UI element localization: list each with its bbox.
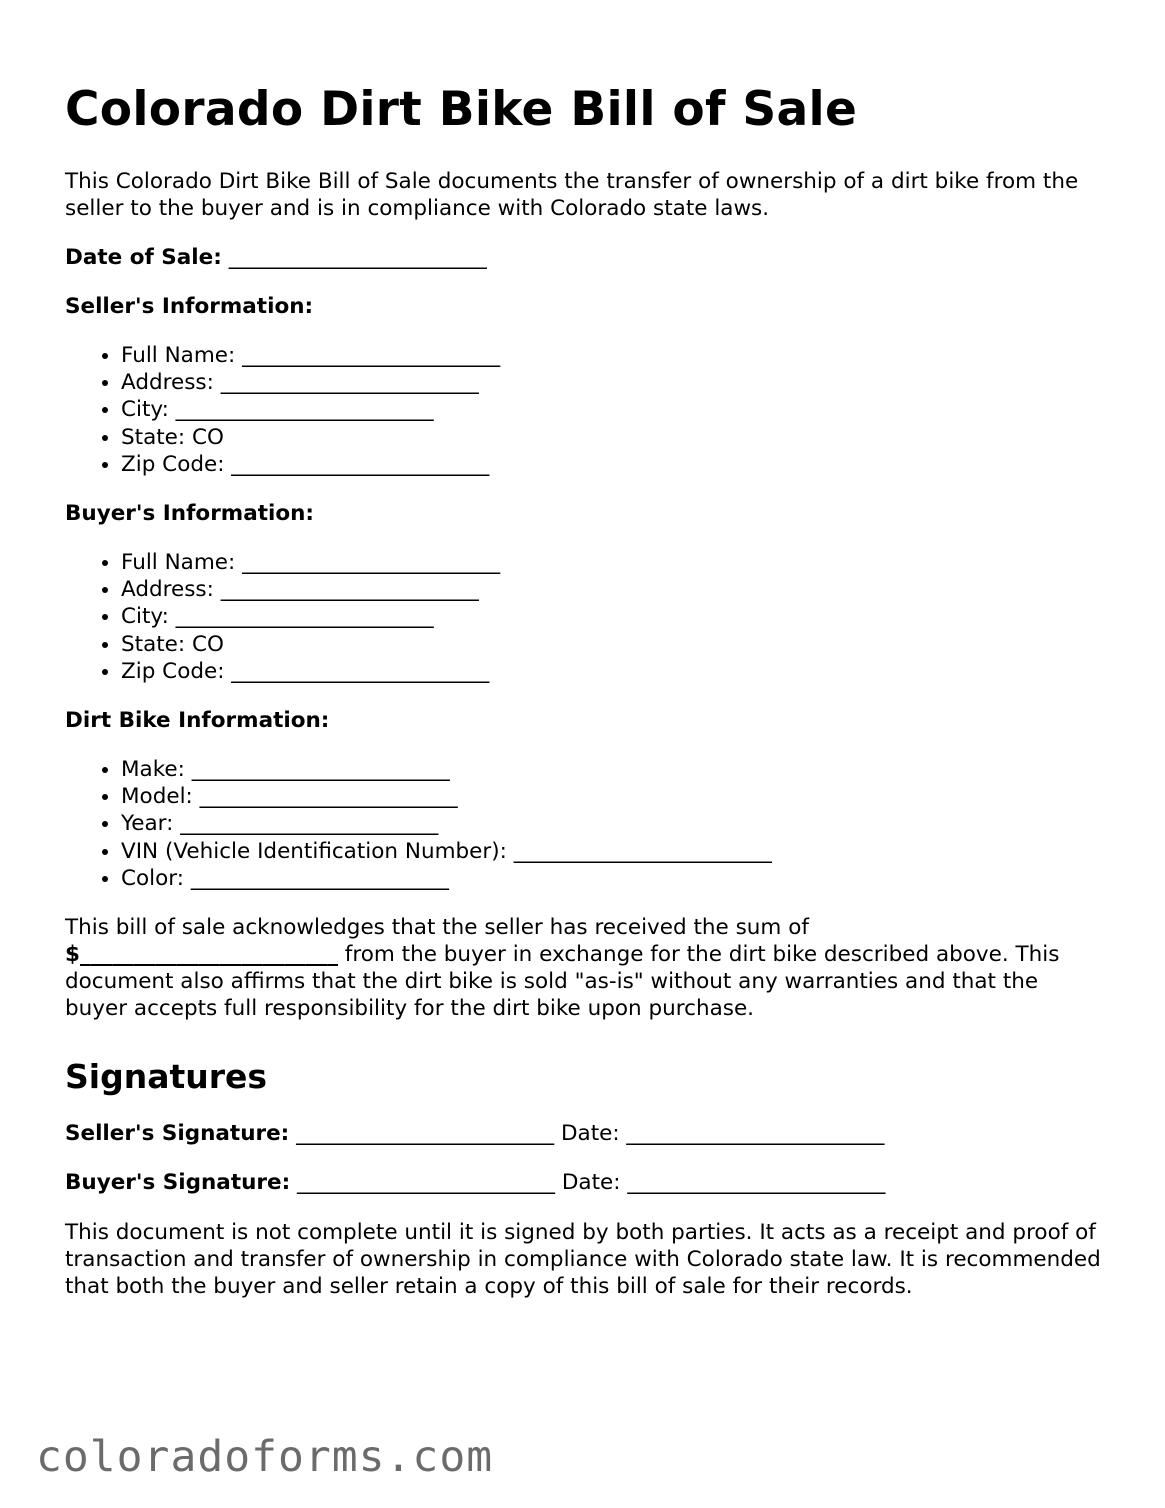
seller-state-field: • State: CO [121, 424, 1105, 451]
buyer-state-field: • State: CO [121, 631, 1105, 658]
bike-info-heading: Dirt Bike Information: [65, 708, 330, 734]
payment-amount-blank[interactable]: $________________________ [65, 942, 338, 968]
payment-text-after: from the buyer in exchange for the dirt bike described above. This document also affirms that the dirt bike is sold "as-is" without any warranties and that the buyer accepts full responsibility for the dirt bike upon purchase. [65, 942, 1060, 1022]
seller-info-list [65, 342, 1105, 478]
document-page [65, 78, 1105, 1300]
date-of-sale-label: Date of Sale: [65, 245, 222, 270]
bike-color-field[interactable]: • Color: ________________________ [121, 865, 1105, 892]
signatures-heading: Signatures [65, 1057, 268, 1097]
seller-address-field[interactable]: • Address: ________________________ [121, 369, 1105, 396]
payment-paragraph [65, 914, 1105, 1022]
document-title: Colorado Dirt Bike Bill of Sale [65, 82, 858, 137]
buyer-signature-blank[interactable]: ________________________ [297, 1170, 556, 1196]
buyer-address-field[interactable]: • Address: ________________________ [121, 576, 1105, 603]
buyer-signature-line [65, 1169, 1105, 1196]
bike-info-list [65, 756, 1105, 892]
buyer-city-field[interactable]: • City: ________________________ [121, 603, 1105, 630]
date-of-sale-line [65, 244, 1105, 271]
intro-paragraph: This Colorado Dirt Bike Bill of Sale documents the transfer of ownership of a dirt bike from the seller to the buyer and is in compliance with Colorado state laws. [65, 169, 1079, 221]
bike-year-field[interactable]: • Year: ________________________ [121, 810, 1105, 837]
seller-signature-blank[interactable]: ________________________ [296, 1121, 555, 1147]
bike-model-field[interactable]: • Model: ________________________ [121, 783, 1105, 810]
buyer-zip-field[interactable]: • Zip Code: ________________________ [121, 658, 1105, 685]
buyer-info-heading: Buyer's Information: [65, 501, 315, 527]
seller-city-field[interactable]: • City: ________________________ [121, 396, 1105, 423]
site-watermark: coloradoforms.com [36, 1432, 494, 1482]
seller-signature-label: Seller's Signature: [65, 1121, 290, 1147]
buyer-signature-date[interactable]: Date: ________________________ [561, 1170, 886, 1196]
seller-full-name-field[interactable]: • Full Name: ________________________ [121, 342, 1105, 369]
payment-text-before: This bill of sale acknowledges that the seller has received the sum of [65, 915, 809, 941]
bike-vin-field[interactable]: • VIN (Vehicle Identification Number): ________________________ [121, 838, 1105, 865]
closing-paragraph: This document is not complete until it is signed by both parties. It acts as a receipt and proof of transaction and transfer of ownership in compliance with Colorado state law. It is recommended that both the buyer and seller retain a copy of this bill of sale for their records. [65, 1220, 1101, 1300]
date-of-sale-blank[interactable]: ________________________ [228, 245, 487, 270]
seller-info-heading: Seller's Information: [65, 294, 314, 319]
buyer-signature-label: Buyer's Signature: [65, 1170, 291, 1196]
seller-signature-date[interactable]: Date: ________________________ [560, 1121, 885, 1147]
buyer-info-list [65, 549, 1105, 685]
buyer-full-name-field[interactable]: • Full Name: ________________________ [121, 549, 1105, 576]
seller-signature-line [65, 1120, 1105, 1147]
seller-zip-field[interactable]: • Zip Code: ________________________ [121, 451, 1105, 478]
bike-make-field[interactable]: • Make: ________________________ [121, 756, 1105, 783]
